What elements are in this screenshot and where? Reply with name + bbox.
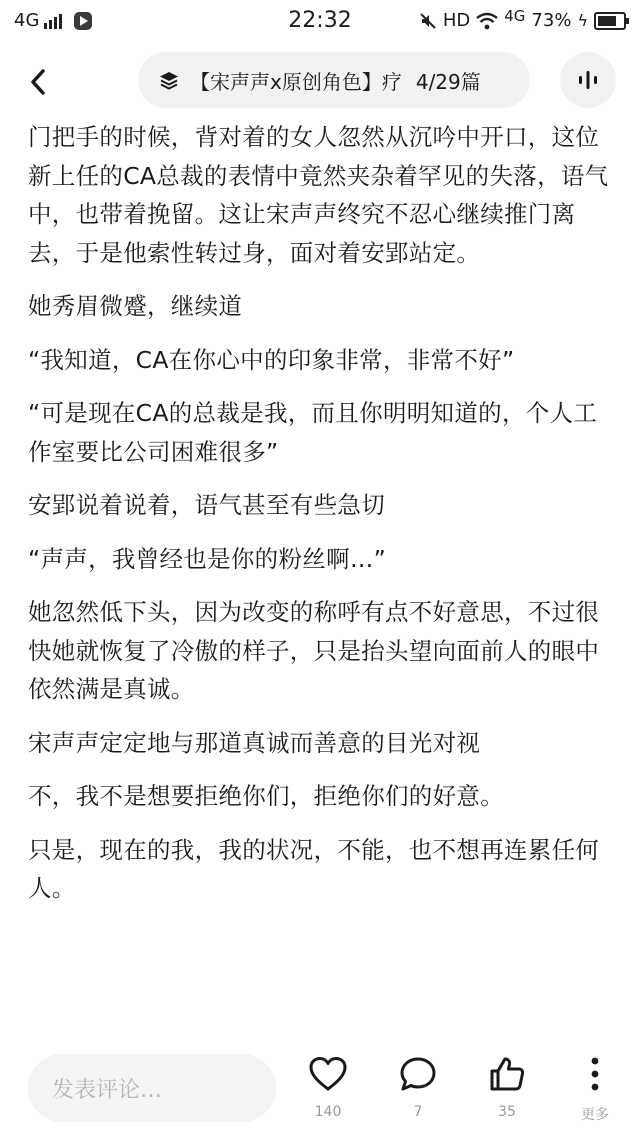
chevron-left-icon [28,68,48,96]
chapter-page-indicator: 4/29篇 [415,69,481,94]
chapter-title: 【宋声声x原创角色】疗 [190,69,402,94]
battery-icon [594,12,626,30]
paragraph: “可是现在CA的总裁是我，而且你明明知道的，个人工作室要比公司困难很多” [28,399,598,466]
hd-label: HD [442,10,471,31]
paragraph: “声声，我曾经也是你的粉丝啊…” [28,544,387,573]
battery-percent: 73% [531,10,572,31]
thumbs-up-icon [488,1056,526,1092]
audio-wave-icon [577,69,599,91]
more-button[interactable] [560,1056,630,1124]
article-content [28,118,618,923]
back-button[interactable] [20,64,56,100]
paragraph: 安郢说着说着，语气甚至有些急切 [28,491,385,519]
paragraph: 宋声声定定地与那道真诚而善意的目光对视 [28,728,481,757]
comment-input[interactable]: 发表评论… [28,1054,276,1122]
more-label: 更多 [581,1107,609,1123]
like-count: 140 [314,1104,342,1120]
bottom-action-bar [0,1050,640,1138]
status-right [419,6,626,31]
heart-icon [308,1056,348,1092]
wifi-icon [476,12,498,30]
network-type: 4G [14,10,40,31]
network-type-right: 4G [504,6,526,25]
thumbs-up-count: 35 [498,1104,516,1120]
audio-button[interactable] [560,52,616,108]
comment-bubble-icon [399,1056,437,1092]
paragraph: 不，我不是想要拒绝你们，拒绝你们的好意。 [28,782,504,810]
charging-icon: ϟ [577,11,588,30]
more-vertical-icon [585,1056,605,1092]
chapter-selector[interactable] [138,52,530,108]
mute-icon [419,12,437,30]
paragraph: “我知道，CA在你心中的印象非常，非常不好” [28,345,515,374]
paragraph: 她忽然低下头，因为改变的称呼有点不好意思，不过很快她就恢复了冷傲的样子，只是抬头望向面前人的眼中依然满是真诚。 [28,598,600,703]
comment-count: 7 [413,1104,423,1120]
comments-button[interactable] [383,1056,453,1120]
like-button[interactable] [293,1056,363,1120]
paragraph: 她秀眉微蹙，继续道 [28,292,243,320]
layers-icon [158,69,180,91]
status-bar [0,0,640,44]
thumbs-up-button[interactable] [472,1056,542,1120]
status-time: 22:32 [288,8,352,33]
nav-bar [0,52,640,112]
paragraph: 门把手的时候，背对着的女人忽然从沉吟中开口，这位新上任的CA总裁的表情中竟然夹杂着罕见的失落，语气中，也带着挽留。这让宋声声终究不忍心继续推门离去，于是他索性转过身，面对着安郢站定。 [28,123,609,267]
paragraph: 只是，现在的我，我的状况，不能，也不想再连累任何人。 [28,835,600,902]
